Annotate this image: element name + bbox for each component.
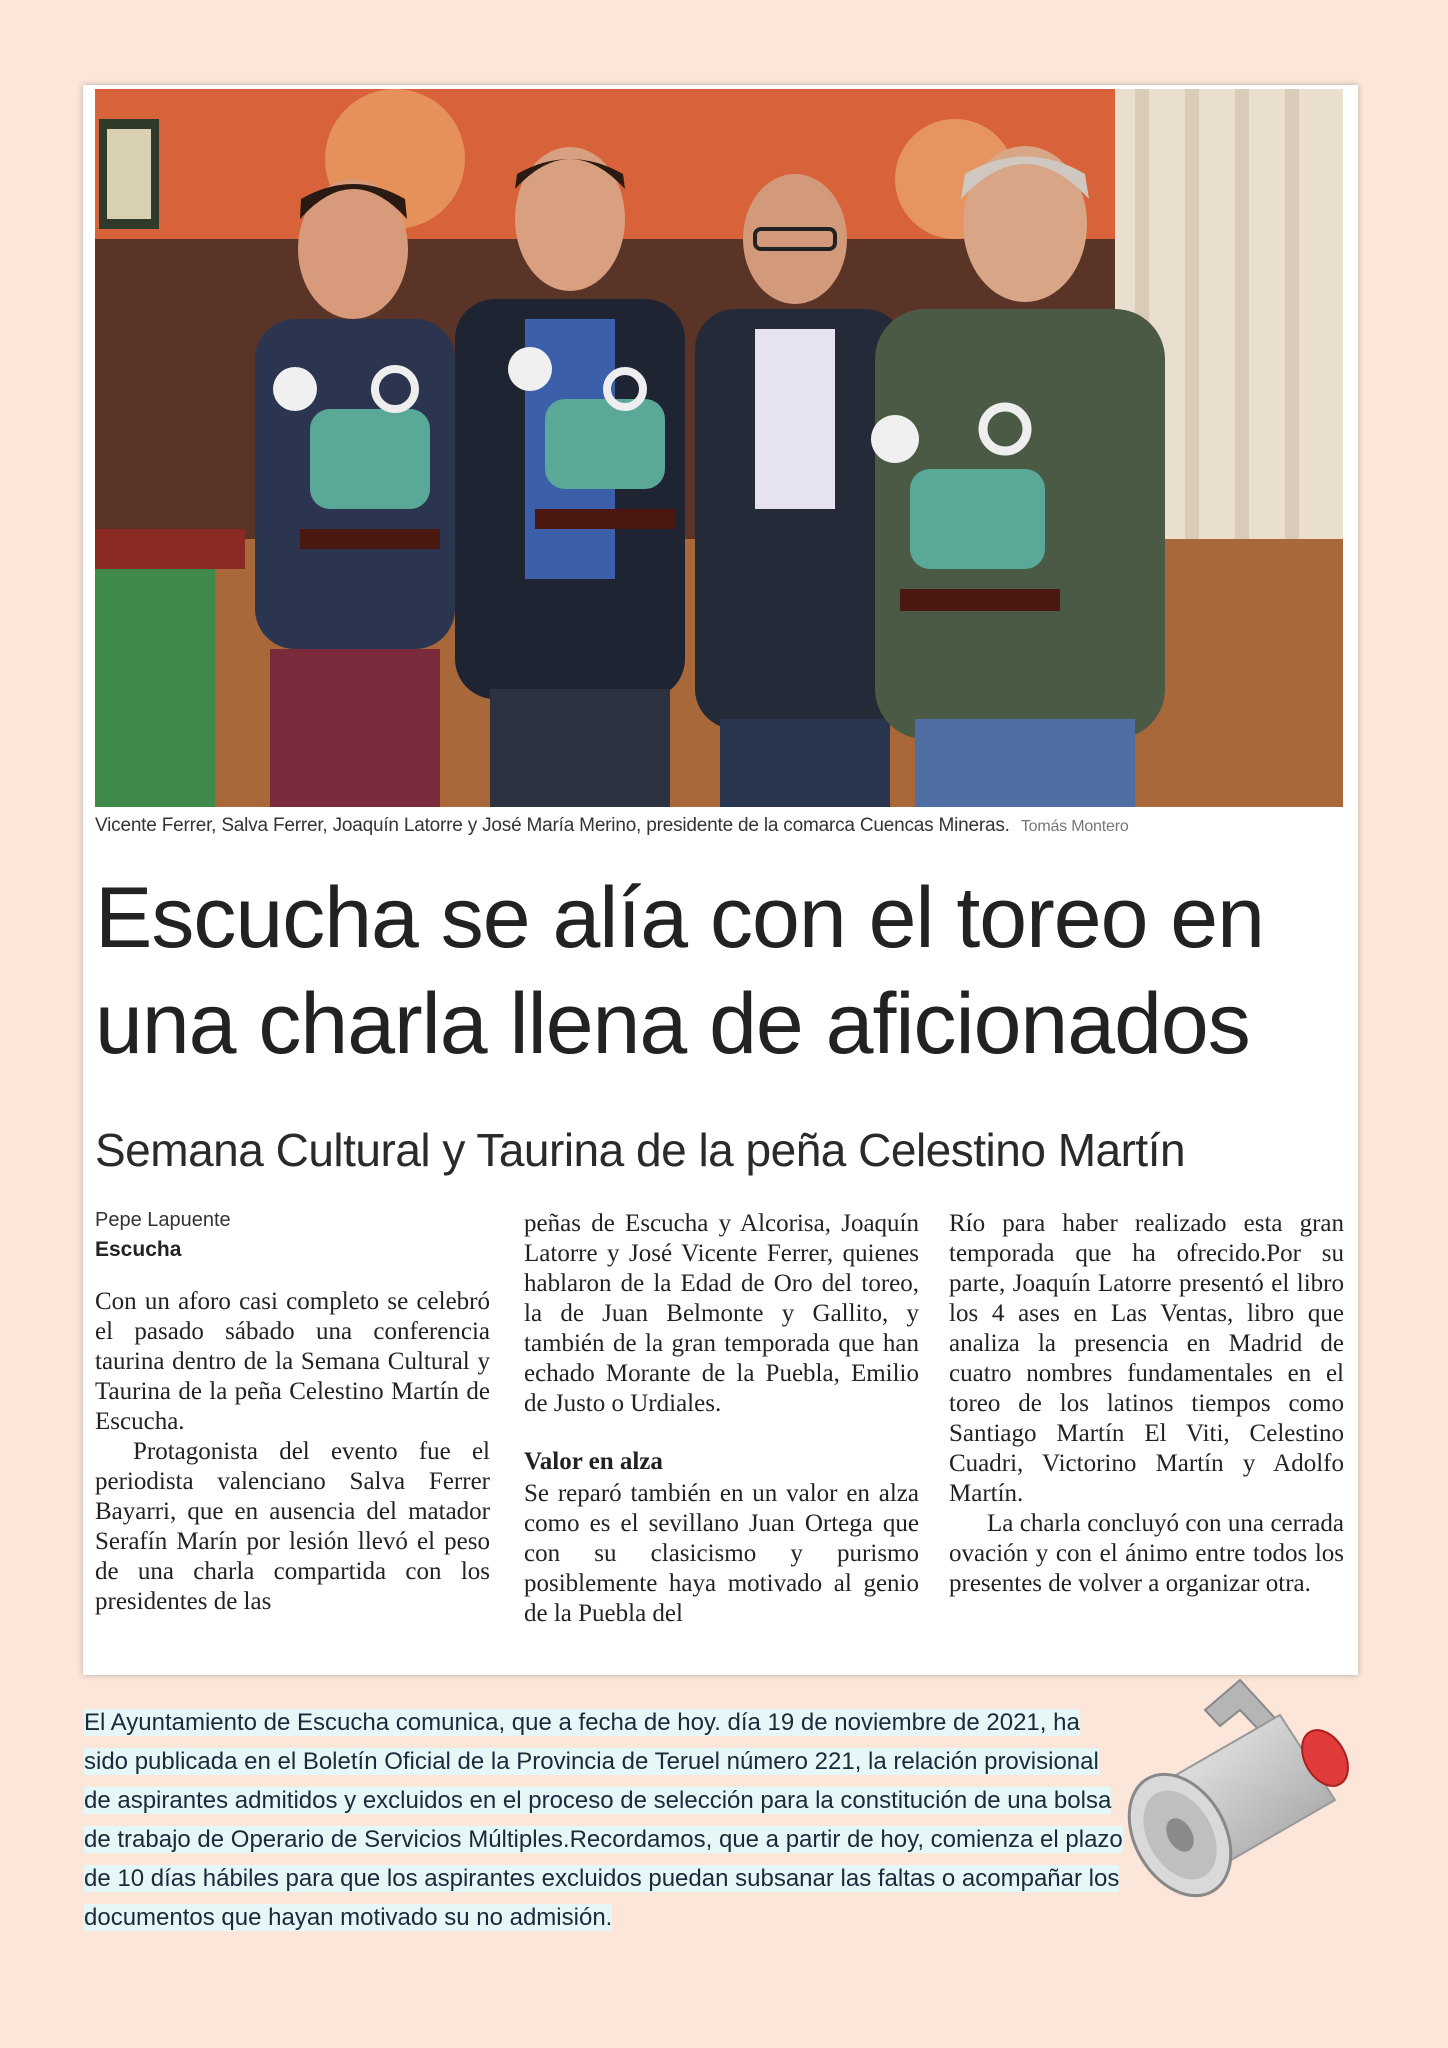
megaphone-icon [1110,1640,1360,1900]
newspaper-clipping [83,85,1358,1675]
article-photo [95,89,1343,807]
announcement-highlight: El Ayuntamiento de Escucha comunica, que a fecha de hoy. día 19 de noviembre de 2021, ha sido publicada en el Boletín Oficial de la Provincia de Teruel número 221, la relación provisional de aspirantes admitidos y excluidos en el proceso de selección para la constitución de una bolsa de trabajo de Operario de Servicios Múltiples.Recordamos, que a partir de hoy, comienza el plazo de 10 días hábiles para que los aspirantes excluidos puedan subsanar las faltas o acompañar los documentos que hayan motivado su no admisión. [84,1709,1123,1931]
caption-text: Vicente Ferrer, Salva Ferrer, Joaquín Latorre y José María Merino, presidente de la comarca Cuencas Mineras. [95,815,1010,836]
photo-illustration [95,89,1343,807]
photo-credit: Tomás Montero [1020,818,1129,835]
paragraph: La charla concluyó con una cerrada ovación y con el ánimo entre todos los presentes de volver a organizar otra. [949,1510,1344,1597]
paragraph: Protagonista del evento fue el periodista valenciano Salva Ferrer Bayarri, que en ausencia del matador Serafín Marín por lesión llevó el peso de una charla compartida con los presidentes de las [95,1438,490,1615]
photo-caption [95,815,1345,837]
subheadline: Semana Cultural y Taurina de la peña Celestino Martín [95,1124,1186,1176]
paragraph: Se reparó también en un valor en alza como es el sevillano Juan Ortega que con su clasicismo y purismo posiblemente haya motivado al genio de la Puebla del [524,1480,919,1627]
byline-location: Escucha [95,1238,182,1261]
headline-line-1: Escucha se alía con el toreo en [95,870,1264,966]
byline-author: Pepe Lapuente [95,1209,231,1231]
section-heading: Valor en alza [524,1448,663,1475]
article-column-1 [95,1205,490,1617]
article-column-3 [949,1209,1344,1599]
paragraph: peñas de Escucha y Alcorisa, Joaquín Latorre y José Vicente Ferrer, quienes hablaron de la Edad de Oro del toreo, la de Juan Belmonte y Gallito, y también de la gran temporada que han echado Morante de la Puebla, Emilio de Justo o Urdiales. [524,1210,919,1417]
headline-line-2: una charla llena de aficionados [95,976,1250,1072]
paragraph: Río para haber realizado esta gran temporada que ha ofrecido.Por su parte, Joaquín Latorre presentó el libro los 4 ases en Las Ventas, libro que analiza la presencia en Madrid de cuatro nombres fundamentales en el toreo de los latinos tiempos como Santiago Martín El Viti, Celestino Cuadri, Victorino Martín y Adolfo Martín. [949,1210,1344,1507]
headline [95,865,1345,1077]
article-column-2 [524,1209,919,1629]
announcement-text [84,1703,1129,1937]
paragraph: Con un aforo casi completo se celebró el pasado sábado una conferencia taurina dentro de la Semana Cultural y Taurina de la peña Celestino Martín de Escucha. [95,1288,490,1435]
